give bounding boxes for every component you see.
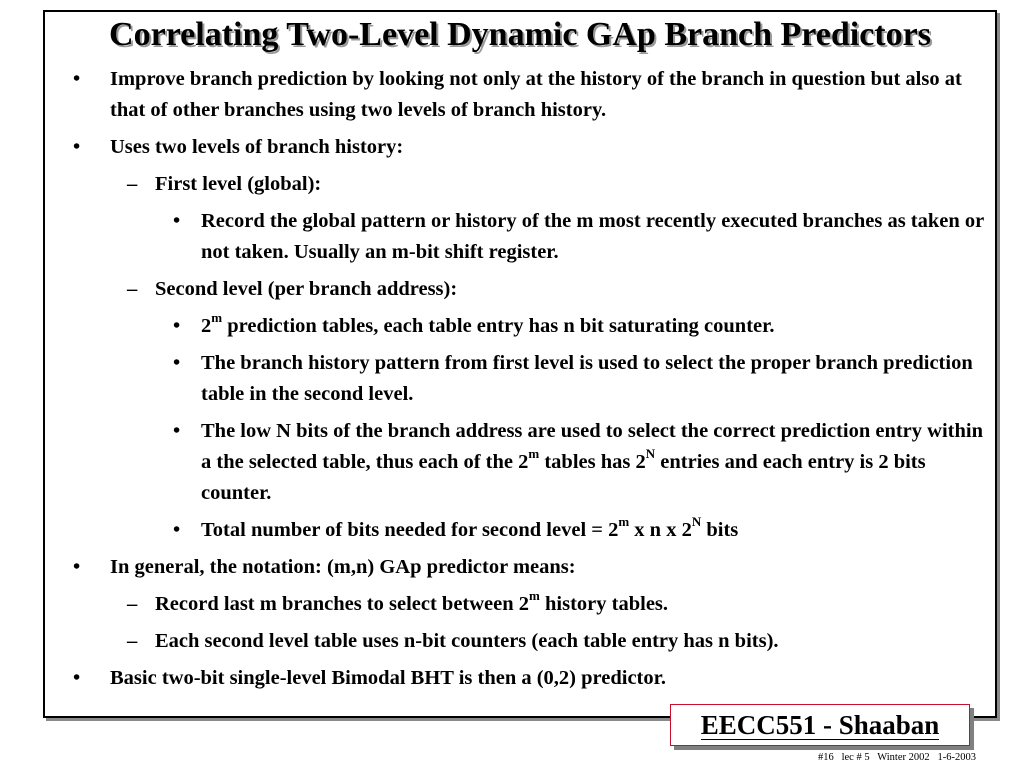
bullet-marker: • bbox=[73, 68, 81, 90]
text-run: x n x 2 bbox=[629, 519, 692, 541]
slide-footnote: #16 lec # 5 Winter 2002 1-6-2003 bbox=[817, 752, 976, 763]
text-run: history tables. bbox=[539, 593, 669, 615]
sub-bullet-text: Second level (per branch address): bbox=[155, 278, 458, 300]
sub-sub-bullet-text bbox=[201, 416, 985, 509]
course-label-text: EECC551 - Shaaban bbox=[700, 710, 940, 740]
dash-marker: – bbox=[127, 173, 138, 195]
bullet-marker: • bbox=[173, 420, 181, 442]
slide-title: Correlating Two-Level Dynamic GAp Branch Predictors bbox=[109, 16, 931, 53]
text-run: 2 bbox=[201, 315, 212, 337]
superscript: N bbox=[645, 446, 656, 462]
sub-bullet-text: Each second level table uses n-bit counters (each table entry has n bits). bbox=[155, 630, 779, 652]
bullet-marker: • bbox=[173, 519, 181, 541]
text-run: Total number of bits needed for second level = 2 bbox=[201, 519, 619, 541]
sub-bullet-item bbox=[70, 169, 985, 200]
sub-sub-bullet-text bbox=[201, 311, 985, 342]
sub-bullet-item bbox=[70, 589, 985, 620]
bullet-item bbox=[70, 132, 985, 163]
sub-sub-bullet-item bbox=[70, 515, 985, 546]
bullet-marker: • bbox=[73, 136, 81, 158]
superscript: m bbox=[618, 514, 630, 530]
text-run: Record last m branches to select between 2 bbox=[155, 593, 530, 615]
bullet-text: Basic two-bit single-level Bimodal BHT is then a (0,2) predictor. bbox=[110, 667, 666, 689]
bullet-text: Improve branch prediction by looking not only at the history of the branch in question but also at that of other branches using two levels of branch history. bbox=[110, 68, 962, 121]
superscript: m bbox=[211, 310, 223, 326]
sub-sub-bullet-text bbox=[201, 515, 985, 546]
dash-marker: – bbox=[127, 630, 138, 652]
bullet-marker: • bbox=[173, 315, 181, 337]
text-run: tables has 2 bbox=[539, 451, 646, 473]
superscript: m bbox=[529, 588, 540, 604]
bullet-text: Uses two levels of branch history: bbox=[110, 136, 404, 158]
course-label bbox=[670, 704, 970, 746]
bullet-marker: • bbox=[73, 667, 81, 689]
dash-marker: – bbox=[127, 593, 138, 615]
bullet-text: In general, the notation: (m,n) GAp predictor means: bbox=[110, 556, 576, 578]
superscript: N bbox=[691, 514, 702, 530]
text-run: bits bbox=[701, 519, 739, 541]
bullet-marker: • bbox=[173, 210, 181, 232]
sub-bullet-text: First level (global): bbox=[155, 173, 322, 195]
sub-bullet-item bbox=[70, 274, 985, 305]
sub-sub-bullet-item bbox=[70, 416, 985, 509]
bullet-item bbox=[70, 64, 985, 126]
sub-bullet-item bbox=[70, 626, 985, 657]
sub-sub-bullet-text: Record the global pattern or history of the m most recently executed branches as taken or not taken. Usually an m-bit shift register. bbox=[201, 210, 984, 263]
text-run: The low N bits of the branch address are used to select the correct prediction entry within a the selected table, thus each of the 2 bbox=[201, 420, 983, 473]
bullet-marker: • bbox=[73, 556, 81, 578]
bullet-item bbox=[70, 663, 985, 694]
superscript: m bbox=[528, 446, 540, 462]
bullet-item bbox=[70, 552, 985, 583]
sub-sub-bullet-item bbox=[70, 348, 985, 410]
text-run: prediction tables, each table entry has n bit saturating counter. bbox=[222, 315, 775, 337]
sub-sub-bullet-item bbox=[70, 311, 985, 342]
sub-bullet-text bbox=[155, 589, 985, 620]
bullet-marker: • bbox=[173, 352, 181, 374]
bullet-list bbox=[70, 64, 985, 700]
sub-sub-bullet-item bbox=[70, 206, 985, 268]
text-run: entries and each entry is 2 bits counter. bbox=[201, 451, 926, 504]
dash-marker: – bbox=[127, 278, 138, 300]
sub-sub-bullet-text: The branch history pattern from first level is used to select the proper branch prediction table in the second level. bbox=[201, 352, 973, 405]
